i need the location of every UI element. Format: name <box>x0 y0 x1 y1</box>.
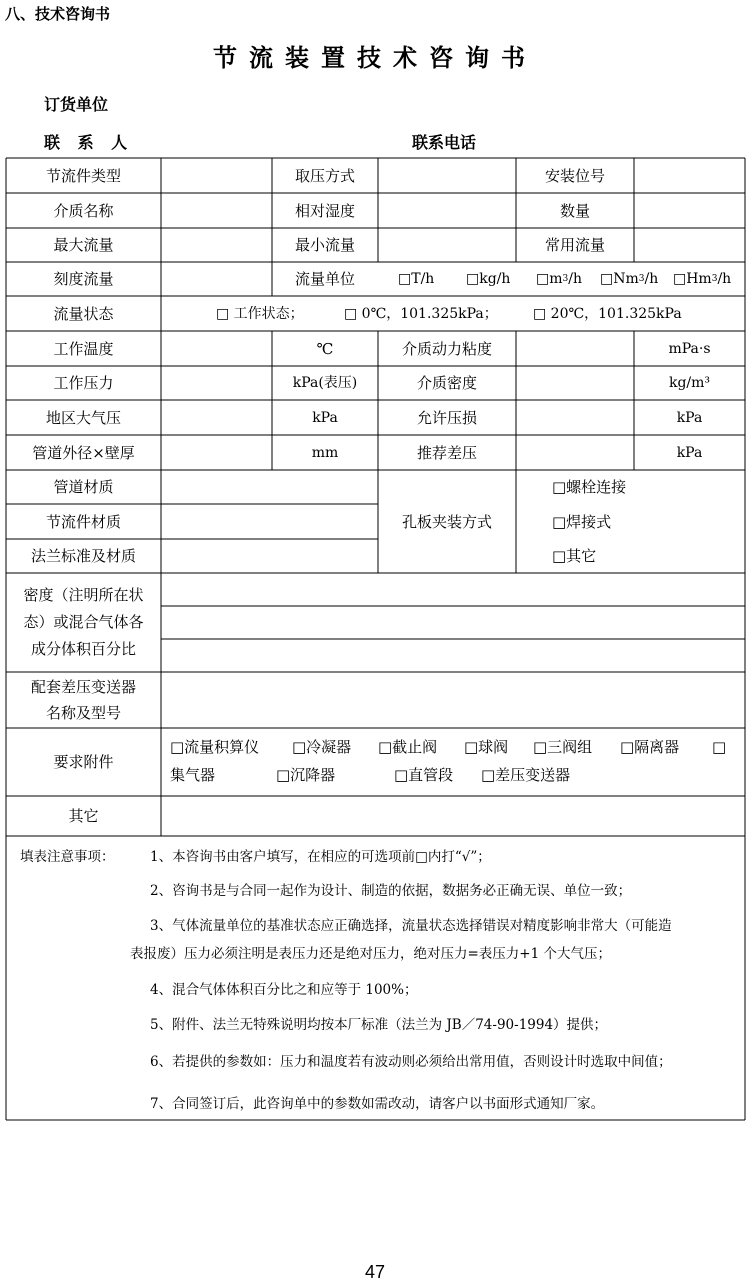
state-option-0c[interactable]: □ 0℃，101.325kPa； <box>344 305 498 322</box>
pipe-diameter-label: 管道外径×壁厚 <box>32 443 135 462</box>
density-mix-line-2: 态）或混合气体各 <box>23 613 144 631</box>
node-material-label: 节流件材质 <box>45 512 121 531</box>
density-label: 介质密度 <box>416 374 477 392</box>
acc-straight-pipe[interactable]: □直管段 <box>394 766 454 784</box>
acc-flow-totalizer[interactable]: □流量积算仪 <box>170 738 260 756</box>
quantity-label: 数量 <box>559 201 590 220</box>
flow-state-label: 流量状态 <box>53 304 114 323</box>
clamp-option-weld[interactable]: □焊接式 <box>552 512 612 531</box>
notes-heading: 填表注意事项： <box>20 849 115 865</box>
pressure-tap-label: 取压方式 <box>294 166 355 185</box>
note-item-1: 1、本咨询书由客户填写，在相应的可选项前□内打“√”； <box>150 849 491 865</box>
acc-three-valve[interactable]: □三阀组 <box>533 738 593 756</box>
acc-condenser[interactable]: □冷凝器 <box>292 738 352 756</box>
unit-option-m3h[interactable]: □m 3 /h <box>536 271 582 287</box>
min-flow-label: 最小流量 <box>294 236 355 254</box>
acc-gas-collector: 集气器 <box>170 766 216 784</box>
working-temp-label: 工作温度 <box>53 339 114 358</box>
note-item-6: 6、若提供的参数如：压力和温度若有波动则必须给出常用值，否则设计时选取中间值； <box>150 1054 672 1070</box>
unit-option-hm3h[interactable]: □Hm 3 /h <box>673 271 732 287</box>
acc-dp-transmitter[interactable]: □差压变送器 <box>481 766 571 784</box>
working-pressure-unit: kPa(表压) <box>292 375 358 391</box>
clamp-option-bolt[interactable]: □螺栓连接 <box>552 478 627 496</box>
transmitter-label <box>6 672 161 728</box>
page-title: 节流装置技术咨询书 <box>213 44 537 72</box>
state-option-working[interactable]: □ 工作状态； <box>216 305 304 322</box>
allowed-loss-unit: kPa <box>676 409 703 426</box>
other-label: 其它 <box>68 807 99 825</box>
acc-stop-valve[interactable]: □截止阀 <box>378 738 438 756</box>
medium-name-label: 介质名称 <box>53 201 114 220</box>
note-item-7: 7、合同签订后，此咨询单中的参数如需改动，请客户以书面形式通知厂家。 <box>150 1096 605 1112</box>
transmitter-line-2: 名称及型号 <box>45 704 121 722</box>
state-option-20c[interactable]: □ 20℃，101.325kPa <box>533 305 682 322</box>
unit-option-kgh[interactable]: □kg/h <box>466 271 511 287</box>
pipe-diameter-unit: mm <box>311 444 339 461</box>
working-temp-unit: ℃ <box>316 339 334 358</box>
atm-pressure-label: 地区大气压 <box>45 408 121 427</box>
order-unit-label: 订货单位 <box>44 95 109 114</box>
contact-phone-label: 联系电话 <box>412 133 477 152</box>
max-flow-label: 最大流量 <box>53 236 114 254</box>
clamp-method-label: 孔板夹装方式 <box>401 512 492 531</box>
page-number: 47 <box>364 1262 386 1282</box>
working-pressure-label: 工作压力 <box>53 374 114 392</box>
scale-flow-label: 刻度流量 <box>53 270 114 288</box>
clamp-option-other[interactable]: □其它 <box>552 547 597 565</box>
tag-number-label: 安装位号 <box>544 166 605 185</box>
density-mix-line-1: 密度（注明所在状 <box>23 586 144 604</box>
acc-isolator[interactable]: □隔离器 <box>620 738 680 756</box>
note-item-3b: 表报废）压力必须注明是表压力还是绝对压力，绝对压力=表压力+1 个大气压； <box>130 946 612 962</box>
transmitter-line-1: 配套差压变送器 <box>30 678 136 696</box>
acc-ball-valve[interactable]: □球阀 <box>464 738 509 756</box>
note-item-3a: 3、气体流量单位的基准状态应正确选择，流量状态选择错误对精度影响非常大（可能造 <box>150 918 672 934</box>
viscosity-label: 介质动力粘度 <box>401 339 492 358</box>
allowed-loss-label: 允许压损 <box>416 408 477 427</box>
density-unit: kg/m³ <box>668 375 711 391</box>
density-mix-label <box>6 573 161 672</box>
atm-pressure-unit: kPa <box>312 409 338 426</box>
note-item-5: 5、附件、法兰无特殊说明均按本厂标准（法兰为 JB／74-90-1994）提供； <box>150 1017 608 1033</box>
flange-material-label: 法兰标准及材质 <box>30 547 136 565</box>
normal-flow-label: 常用流量 <box>544 236 605 254</box>
pipe-material-label: 管道材质 <box>53 478 114 496</box>
recommended-dp-label: 推荐差压 <box>416 443 477 462</box>
unit-option-th[interactable]: □T/h <box>398 271 435 287</box>
acc-gas-collector-checkbox[interactable]: □ <box>712 738 727 756</box>
recommended-dp-unit: kPa <box>676 444 703 461</box>
unit-option-nm3h[interactable]: □Nm 3 /h <box>600 271 659 287</box>
note-item-2: 2、咨询书是与合同一起作为设计、制造的依据，数据务必正确无误、单位一致； <box>150 883 632 899</box>
flow-unit-label: 流量单位 <box>294 270 355 288</box>
acc-settler[interactable]: □沉降器 <box>276 766 336 784</box>
section-heading: 八、技术咨询书 <box>5 5 111 23</box>
accessories-label: 要求附件 <box>53 753 114 771</box>
node-type-label: 节流件类型 <box>45 166 121 185</box>
humidity-label: 相对湿度 <box>294 201 355 220</box>
note-item-4: 4、混合气体体积百分比之和应等于 100%； <box>150 982 418 998</box>
viscosity-unit: mPa·s <box>668 340 711 357</box>
density-mix-line-3: 成分体积百分比 <box>30 640 136 658</box>
contact-person-label: 联 系 人 <box>44 133 134 152</box>
